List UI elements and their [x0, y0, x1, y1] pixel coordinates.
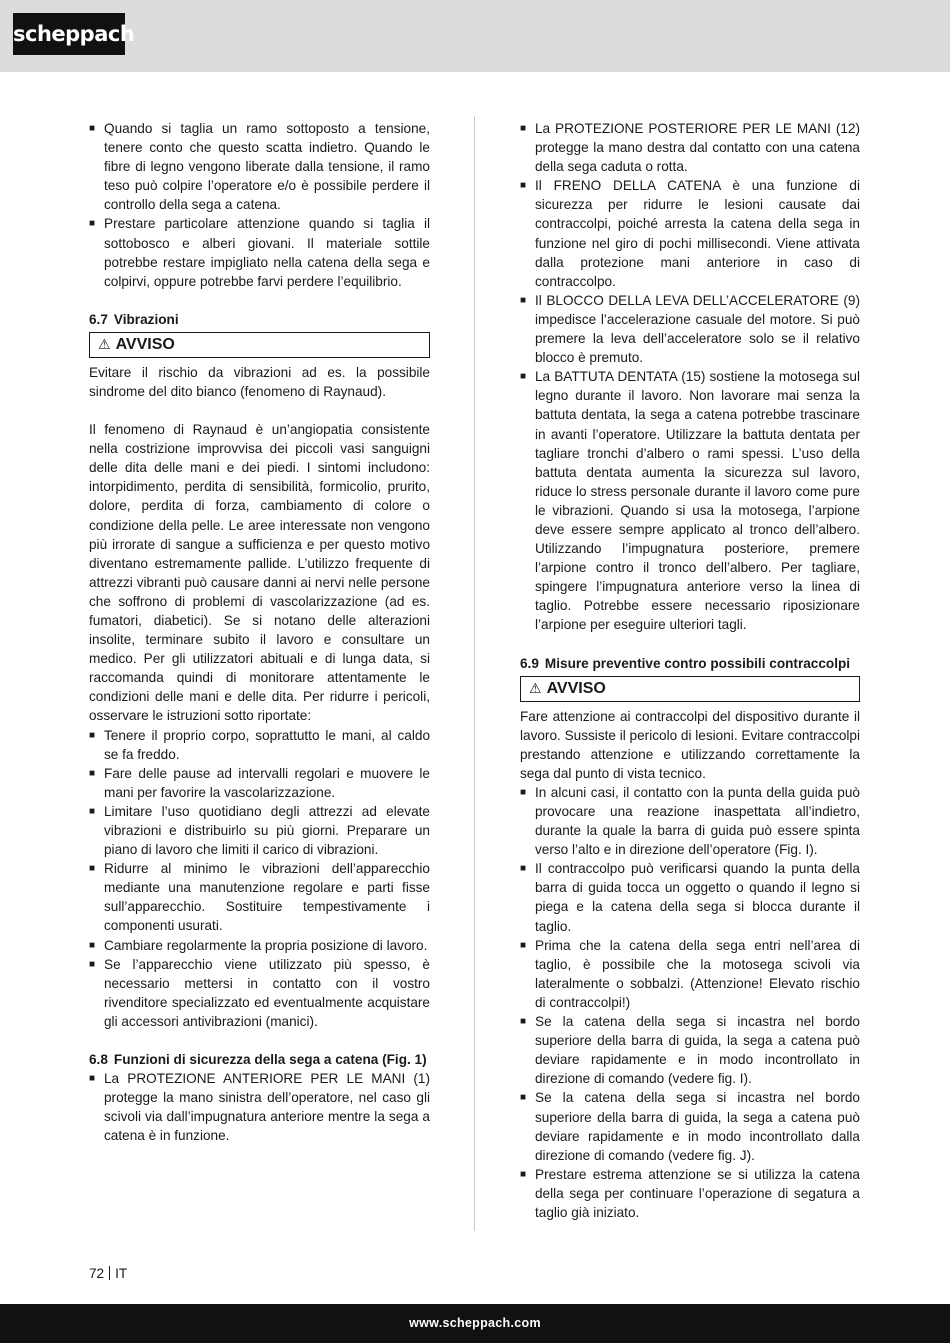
- paragraph: Evitare il rischio da vibrazioni ad es. la possibile sindrome del dito bianco (fenomeno di Raynaud).: [89, 364, 430, 399]
- section-heading-6-7: 6.7 Vibrazioni: [89, 311, 179, 327]
- bullet-list-safety-functions: [89, 1069, 430, 1145]
- square-bullet-icon: ■: [520, 1092, 527, 1104]
- list-item: ■ La BATTUTA DENTATA (15) sostiene la motosega sul legno durante il lavoro. Non lavorare mai senza la battuta dentata, la sega a catena potrebbe trascinare in avanti l’operatore. Utilizzare la battuta dentata per tagliare tronchi d’albero o rami spessi. L’uso della battuta dentata aumenta la sicurezza sul lavoro, riduce lo stress personale durante il lavoro come pure le vibrazioni. Quando si usa la motosega, l’arpione deve essere sempre applicato al tronco dell’albero. Utilizzando l’impugnatura posteriore, premere l’arpione contro il tronco dell’albero. Per tagliare, spingere l’impugnatura anteriore verso la linea di taglio. Potrebbe essere necessario riposizionare l’arpione per eseguire ulteriori tagli.: [520, 369, 860, 633]
- bullet-list-kickback: [520, 783, 860, 1222]
- list-item: ■ Il contraccolpo può verificarsi quando la punta della barra di guida tocca un oggetto o quando il legno si piega e la catena della sega si blocca durante il taglio.: [520, 861, 860, 934]
- list-item: ■ In alcuni casi, il contatto con la punta della guida può provocare una reazione inaspettata all’indietro, durante la quale la barra di guida può essere spinta verso l’alto e in direzione dell’operatore (Fig. I).: [520, 784, 860, 858]
- square-bullet-icon: ■: [520, 863, 527, 875]
- square-bullet-icon: ■: [520, 294, 527, 306]
- square-bullet-icon: ■: [89, 863, 96, 875]
- list-item: ■ La PROTEZIONE POSTERIORE PER LE MANI (12) protegge la mano destra dal contatto con una catena della sega caduta o rotta.: [520, 121, 860, 175]
- square-bullet-icon: ■: [89, 1073, 96, 1085]
- square-bullet-icon: ■: [520, 123, 527, 134]
- list-item: ■ Se la catena della sega si incastra nel bordo superiore della barra di guida, la sega a catena può deviare rapidamente e in modo incontrollato in direzione di comando (vedere fig. I).: [520, 1014, 860, 1087]
- square-bullet-icon: ■: [520, 786, 527, 798]
- column-divider: [474, 116, 475, 1231]
- square-bullet-icon: ■: [89, 939, 96, 951]
- list-item: ■ Cambiare regolarmente la propria posizione di lavoro.: [89, 936, 430, 955]
- square-bullet-icon: ■: [520, 371, 527, 383]
- warning-box: ⚠ AVVISO: [520, 676, 860, 702]
- square-bullet-icon: ■: [89, 729, 96, 741]
- list-item: ■ Se la catena della sega si incastra nel bordo superiore della barra di guida, la sega a catena può deviare rapidamente e in modo incontrollato dalla direzione di comando (vedere fig. J).: [520, 1090, 860, 1163]
- list-item: ■ Limitare l’uso quotidiano degli attrezzi ad elevate vibrazioni e distribuirlo su più giorni. Preparare un piano di lavoro che limiti il carico di vibrazioni.: [89, 803, 430, 858]
- warning-box: ⚠ AVVISO: [89, 332, 430, 358]
- square-bullet-icon: ■: [89, 123, 96, 134]
- section-heading-6-8: 6.8 Funzioni di sicurezza della sega a catena (Fig. 1): [89, 1052, 427, 1068]
- list-item: ■ Se l’apparecchio viene utilizzato più spesso, è necessario mettersi in contatto con il vostro rivenditore specializzato ed eventualmente acquistare gli accessori antivibrazioni (manici).: [89, 956, 430, 1029]
- square-bullet-icon: ■: [89, 218, 96, 230]
- square-bullet-icon: ■: [520, 1016, 527, 1028]
- left-column: [89, 119, 430, 1145]
- bullet-list-top-left: [89, 119, 430, 291]
- square-bullet-icon: ■: [520, 180, 527, 192]
- page-number: 72 IT: [89, 1266, 128, 1281]
- list-item: ■ Fare delle pause ad intervalli regolari e muovere le mani per favorire la vascolarizzazione.: [89, 765, 430, 800]
- list-item: ■ Quando si taglia un ramo sottoposto a tensione, tenere conto che questo scatta indietro. Quando le fibre di legno vengono liberate dalla tensione, il ramo teso può colpire l’operatore e/o è possibile perdere il controllo della sega a catena.: [89, 121, 430, 213]
- list-item: ■ Prestare estrema attenzione se si utilizza la catena della sega per continuare l’operazione di segatura a taglio già iniziato.: [520, 1166, 860, 1220]
- bullet-list-vibrations: [89, 726, 430, 1032]
- list-item: ■ Prima che la catena della sega entri nell’area di taglio, è possibile che la motosega scivoli via lateralmente o sobbalzi. (Attenzione! Elevato rischio di contraccolpi!): [520, 937, 860, 1010]
- header-bar: [0, 0, 950, 72]
- square-bullet-icon: ■: [520, 1168, 527, 1180]
- right-column: [520, 119, 860, 1222]
- list-item: ■ Ridurre al minimo le vibrazioni dell’apparecchio mediante una manutenzione regolare e parti fisse sull’apparecchio. Sostituire tempestivamente i componenti usurati.: [89, 861, 430, 934]
- square-bullet-icon: ■: [89, 767, 96, 779]
- list-item: ■ Il FRENO DELLA CATENA è una funzione di sicurezza per ridurre le lesioni causate dai contraccolpi, poiché arresta la catena della sega in funzione nel giro di pochi millisecondi. Viene attivata dalla protezione mani anteriore in caso di contraccolpo.: [520, 178, 860, 289]
- bullet-list-top-right: [520, 119, 860, 635]
- website-url[interactable]: www.scheppach.com: [409, 1316, 541, 1330]
- square-bullet-icon: ■: [89, 805, 96, 817]
- square-bullet-icon: ■: [89, 958, 96, 970]
- list-item: ■ Tenere il proprio corpo, soprattutto le mani, al caldo se fa freddo.: [89, 727, 430, 762]
- list-item: ■ La PROTEZIONE ANTERIORE PER LE MANI (1) protegge la mano sinistra dell’operatore, nel caso gli scivoli via dall’impugnatura anteriore mentre la sega a catena è in funzione.: [89, 1071, 430, 1144]
- section-heading-6-9: 6.9 Misure preventive contro possibili contraccolpi: [520, 655, 851, 671]
- list-item: ■ Prestare particolare attenzione quando si taglia il sottobosco e alberi giovani. Il materiale sottile potrebbe restare impigliato nella catena della sega e colpirvi, oppure potrebbe farvi perdere l’equilibrio.: [89, 216, 430, 289]
- paragraph: Il fenomeno di Raynaud è un’angiopatia consistente nella costrizione improvvisa dei piccoli vasi sanguigni delle dita delle mani e dei piedi. I sintomi includono: intorpidimento, perdita di sensibilità, formicolio, prurito, dolore, perdita di forza, cambiamento di colore o condizione della pelle. Le aree interessate non vengono più irrorate di sangue a sufficienza e per questo motivo diventano estremamente pallide. L’utilizzo frequente di attrezzi vibranti può causare danni ai nervi nelle persone che soffrono di problemi di vascolarizzazione (ad es. fumatori, diabetici). Se si notano delle alterazioni insolite, terminare subito il lavoro e consultare un medico. Per gli utilizzatori abituali e di lunga data, si raccomanda quindi di monitorare attentamente le condizioni delle mani e delle dita. Per ridurre i pericoli, osservare le istruzioni sotto riportate:: [89, 422, 430, 724]
- page-separator: [109, 1266, 110, 1280]
- warning-triangle-icon: ⚠: [98, 336, 111, 353]
- warning-triangle-icon: ⚠: [529, 679, 542, 696]
- paragraph: Fare attenzione ai contraccolpi del dispositivo durante il lavoro. Sussiste il pericolo di lesioni. Evitare contraccolpi prestando attenzione e utilizzando correttamente la sega dal punto di vista tecnico.: [520, 708, 860, 781]
- list-item: ■ Il BLOCCO DELLA LEVA DELL’ACCELERATORE (9) impedisce l’accelerazione casuale del motore. Si può premere la leva dell’acceleratore solo se il relativo blocco è premuto.: [520, 292, 860, 366]
- footer-bar: [0, 1304, 950, 1343]
- scheppach-logo: scheppach: [13, 13, 125, 55]
- square-bullet-icon: ■: [520, 939, 527, 951]
